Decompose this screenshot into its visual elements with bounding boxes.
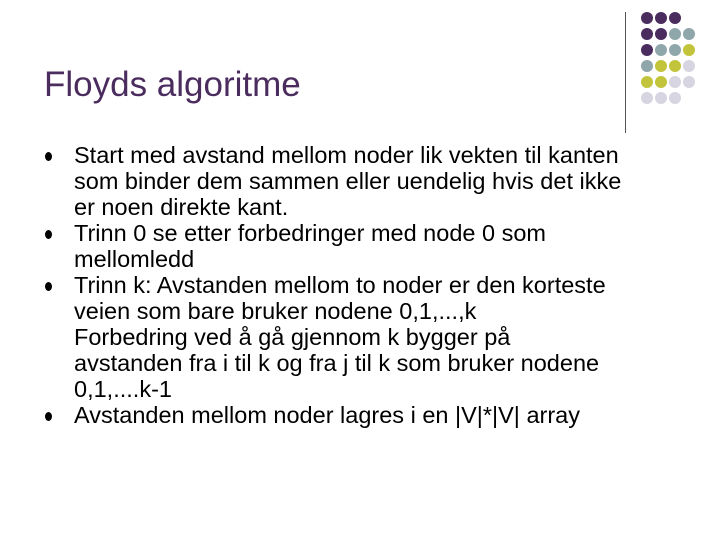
bullet-item [44,402,684,428]
decor-dot [669,44,681,56]
bullet-line: som binder dem sammen eller uendelig hvis det ikke [74,168,622,194]
bullet-line: Trinn 0 se etter forbedringer med node 0 som [74,220,546,246]
bullet-line: avstanden fra i til k og fra j til k som bruker nodene [74,350,600,376]
bullet-icon [45,412,52,421]
bullet-line: Forbedring ved å gå gjennom k bygger på [74,324,511,350]
decor-dot [641,12,653,24]
decor-dot [655,76,667,88]
bullet-item [44,142,684,220]
bullet-line: 0,1,....k-1 [74,376,172,402]
bullet-list [44,142,684,428]
bullet-icon [45,230,52,239]
divider-line [625,12,626,133]
bullet-line: mellomledd [74,246,195,272]
decor-dot [683,44,695,56]
bullet-item [44,272,684,402]
decor-dot [683,60,695,72]
decor-dot [655,60,667,72]
bullet-icon [45,152,52,161]
decor-dot [669,12,681,24]
decor-dot [641,60,653,72]
bullet-icon [45,282,52,291]
decor-dot [641,92,653,104]
decor-dot [641,44,653,56]
bullet-line: er noen direkte kant. [74,194,289,220]
decor-dot [655,92,667,104]
bullet-line: veien som bare bruker nodene 0,1,...,k [74,298,477,324]
decor-dot [669,60,681,72]
decor-dot [641,76,653,88]
decor-dot [669,28,681,40]
decor-dot [669,92,681,104]
decor-dot [641,28,653,40]
decor-dot [683,76,695,88]
decor-dot [655,44,667,56]
bullet-line: Trinn k: Avstanden mellom to noder er den korteste [74,272,606,298]
decor-dot [655,12,667,24]
bullet-line: Avstanden mellom noder lagres i en |V|*|V| array [74,402,580,428]
decor-dot [683,28,695,40]
slide-title: Floyds algoritme [44,65,301,104]
bullet-line: Start med avstand mellom noder lik vekten til kanten [74,142,619,168]
decor-dot [655,28,667,40]
bullet-item [44,220,684,272]
decor-dot [669,76,681,88]
